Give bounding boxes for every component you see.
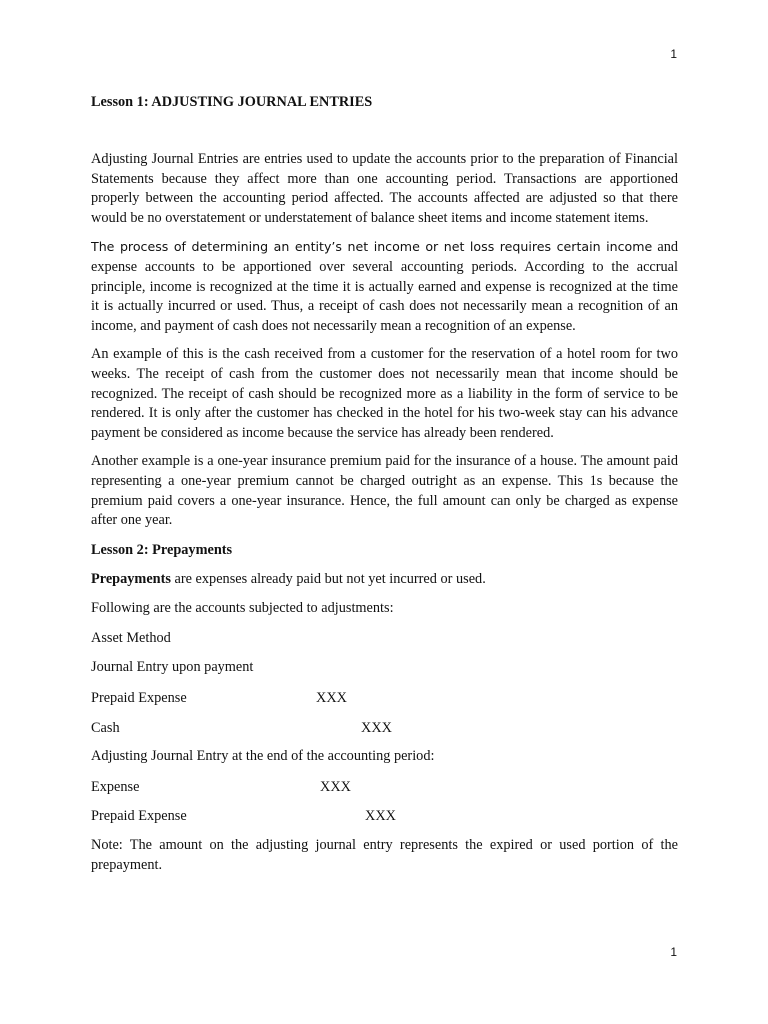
prepayments-definition [91,570,678,590]
page-content [91,92,678,884]
entry2-debit-row [91,777,678,797]
lesson1-paragraph-3: An example of this is the cash received from a customer for the reservation of a hotel room for two weeks. The receipt of cash from the customer does not necessarily mean that income should be recognized. The receipt of cash should be recognized more as a liability in the form of service to be rendered. It is only after the customer has checked in the hotel for his two-week stay can his advance payment be considered as income because the service has already been rendered. [91,346,678,441]
entry1-credit-amount: XXX [361,719,392,736]
page-number-bottom: 1 [670,945,677,959]
entry1-debit-account: Prepaid Expense [91,690,187,707]
adjusting-note: Note: The amount on the adjusting journal entry represents the expired or used portion of the prepayment. [91,837,678,873]
prepayments-definition-text: are expenses already paid but not yet incurred or used. [170,570,486,587]
entry1-debit-row [91,688,678,708]
lesson1-paragraph-2-rest: and expense accounts to be apportioned over several accounting periods. According to the accrual principle, income is recognized at the time it is actually earned and expense is recognized at the time it is actually incurred or used. Thus, a receipt of cash does not necessarily mean a recognition of an income, and payment of cash does not necessarily mean a recognition of an expense. [91,239,678,334]
lesson1-paragraph-2 [91,237,678,336]
entry2-debit-amount: XXX [320,778,351,795]
entry1-credit-account: Cash [91,719,120,736]
lesson1-title: Lesson 1: ADJUSTING JOURNAL ENTRIES [91,94,373,110]
page-number-top: 1 [670,47,677,61]
entry1-debit-amount: XXX [316,690,347,707]
entry1-credit-row [91,718,678,738]
lesson2-title: Lesson 2: Prepayments [91,541,233,558]
lesson1-paragraph-4: Another example is a one-year insurance premium paid for the insurance of a house. The amount paid representing a one-year premium cannot be charged outright as an expense. This 1s because the premium paid covers a one-year insurance. Hence, the full amount can only be charged as expense after one year. [91,453,678,529]
entry2-credit-row [91,806,678,826]
lesson1-paragraph-2-lead: The process of determining an entity’s net income or net loss requires certain income [91,239,653,255]
adjusting-entry-label: Adjusting Journal Entry at the end of the accounting period: [91,748,435,765]
asset-method-label: Asset Method [91,629,171,646]
lesson1-paragraph-1: Adjusting Journal Entries are entries used to update the accounts prior to the preparation of Financial Statements because they affect more than one accounting period. Transactions are apportioned properly between the accounting period affected. The accounts affected are adjusted so that there would be no overstatement or understatement of balance sheet items and income statement items. [91,151,678,226]
entry2-credit-account: Prepaid Expense [91,808,187,825]
entry2-debit-account: Expense [91,778,140,795]
prepayments-term: Prepayments [91,570,171,587]
entry2-credit-amount: XXX [365,808,396,825]
accounts-intro: Following are the accounts subjected to adjustments: [91,600,394,617]
journal-entry-upon-payment-label: Journal Entry upon payment [91,659,254,676]
